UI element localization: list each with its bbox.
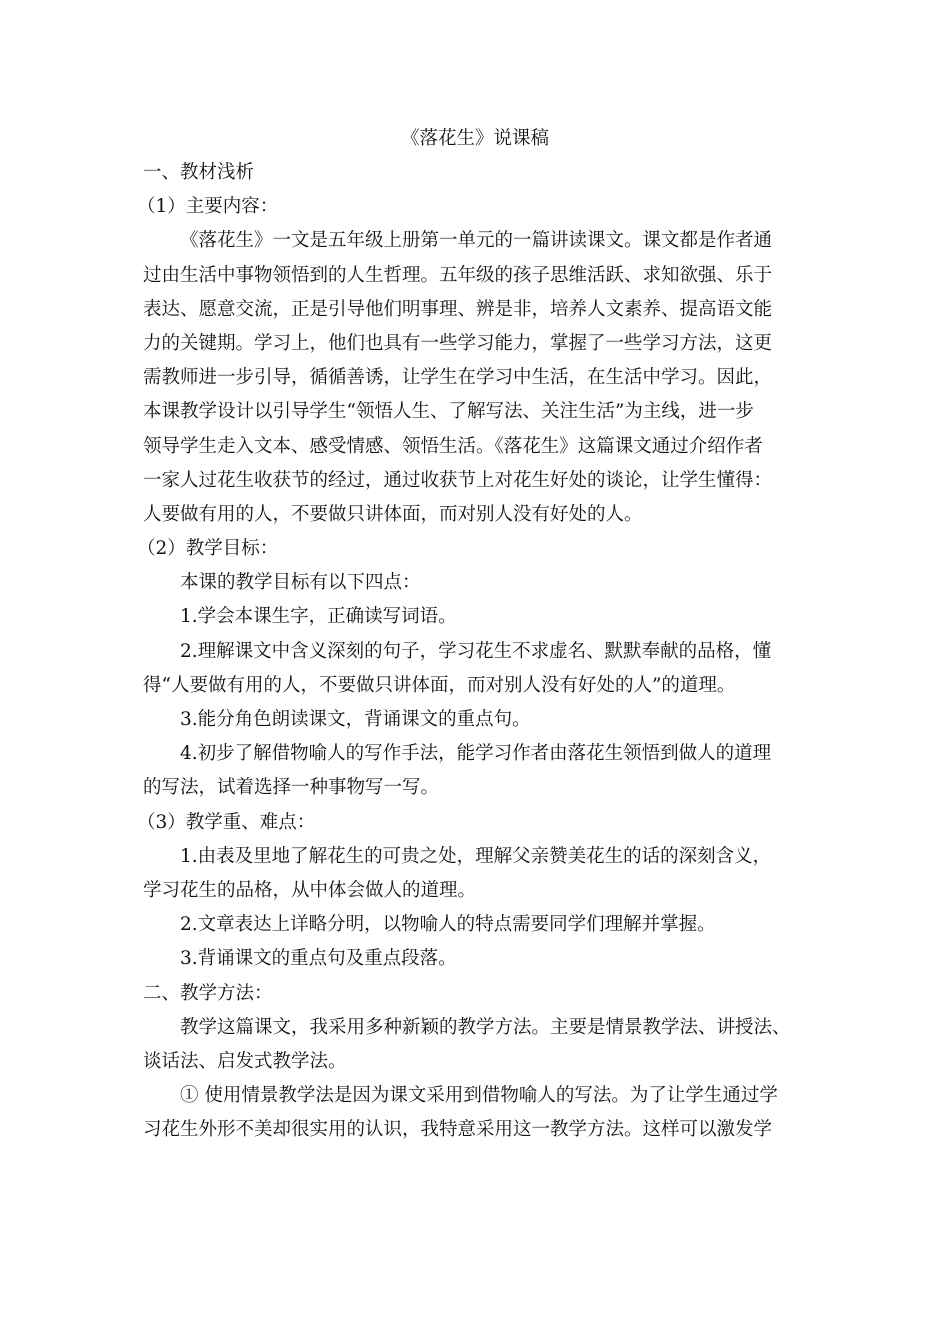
text-line: 1.由表及里地了解花生的可贵之处，理解父亲赞美花生的话的深刻含义， xyxy=(180,845,772,867)
text-line: 教学这篇课文，我采用多种新颖的教学方法。主要是情景教学法、讲授法、 xyxy=(180,1016,791,1038)
document-title: 《落花生》说课稿 xyxy=(400,128,549,149)
text-line: 《落花生》一文是五年级上册第一单元的一篇讲读课文。课文都是作者通 xyxy=(180,230,773,252)
text-line: 一家人过花生收获节的经过，通过收获节上对花生好处的谈论，让学生懂得： xyxy=(143,469,773,491)
text-line: 表达、愿意交流，正是引导他们明事理、辨是非，培养人文素养、提高语文能 xyxy=(143,298,773,320)
text-line: 一、教材浅析 xyxy=(143,162,255,183)
text-line: 本课的教学目标有以下四点： xyxy=(180,572,421,594)
text-line: 学习花生的品格，从中体会做人的道理。 xyxy=(143,879,477,901)
text-line: 过由生活中事物领悟到的人生哲理。五年级的孩子思维活跃、求知欲强、乐于 xyxy=(143,264,773,286)
text-line: （1）主要内容： xyxy=(137,196,279,218)
text-line: 习花生外形不美却很实用的认识，我特意采用这一教学方法。这样可以激发学 xyxy=(143,1119,773,1141)
text-line: 得“人要做有用的人，不要做只讲体面，而对别人没有好处的人”的道理。 xyxy=(143,674,736,696)
text-line: （2）教学目标： xyxy=(137,538,279,560)
text-line: 3.背诵课文的重点句及重点段落。 xyxy=(180,948,457,970)
text-line: 谈话法、启发式教学法。 xyxy=(143,1050,347,1072)
text-line: 需教师进一步引导，循循善诱，让学生在学习中生活，在生活中学习。因此， xyxy=(143,367,773,389)
text-line: 1.学会本课生字，正确读写词语。 xyxy=(180,606,457,628)
text-line: 力的关键期。学习上，他们也具有一些学习能力，掌握了一些学习方法，这更 xyxy=(143,332,773,354)
text-line: 3.能分角色朗读课文，背诵课文的重点句。 xyxy=(180,709,531,730)
document-body xyxy=(137,156,813,1147)
text-line: 的写法，试着选择一种事物写一写。 xyxy=(143,777,440,799)
text-line: 人要做有用的人，不要做只讲体面，而对别人没有好处的人。 xyxy=(143,503,643,525)
text-line: 领导学生走入文本、感受情感、领悟生活。《落花生》这篇课文通过介绍作者 xyxy=(143,435,763,457)
text-line: ① 使用情景教学法是因为课文采用到借物喻人的写法。为了让学生通过学 xyxy=(180,1085,778,1107)
text-line: 本课教学设计以引导学生“领悟人生、了解写法、关注生活”为主线，进一步 xyxy=(143,401,754,423)
text-line: （3）教学重、难点： xyxy=(137,811,316,833)
text-line: 4.初步了解借物喻人的写作手法，能学习作者由落花生领悟到做人的道理 xyxy=(180,743,772,765)
text-line: 2.文章表达上详略分明，以物喻人的特点需要同学们理解并掌握。 xyxy=(180,914,716,936)
text-line: 二、教学方法： xyxy=(143,982,273,1004)
text-line: 2.理解课文中含义深刻的句子，学习花生不求虚名、默默奉献的品格，懂 xyxy=(180,640,772,662)
